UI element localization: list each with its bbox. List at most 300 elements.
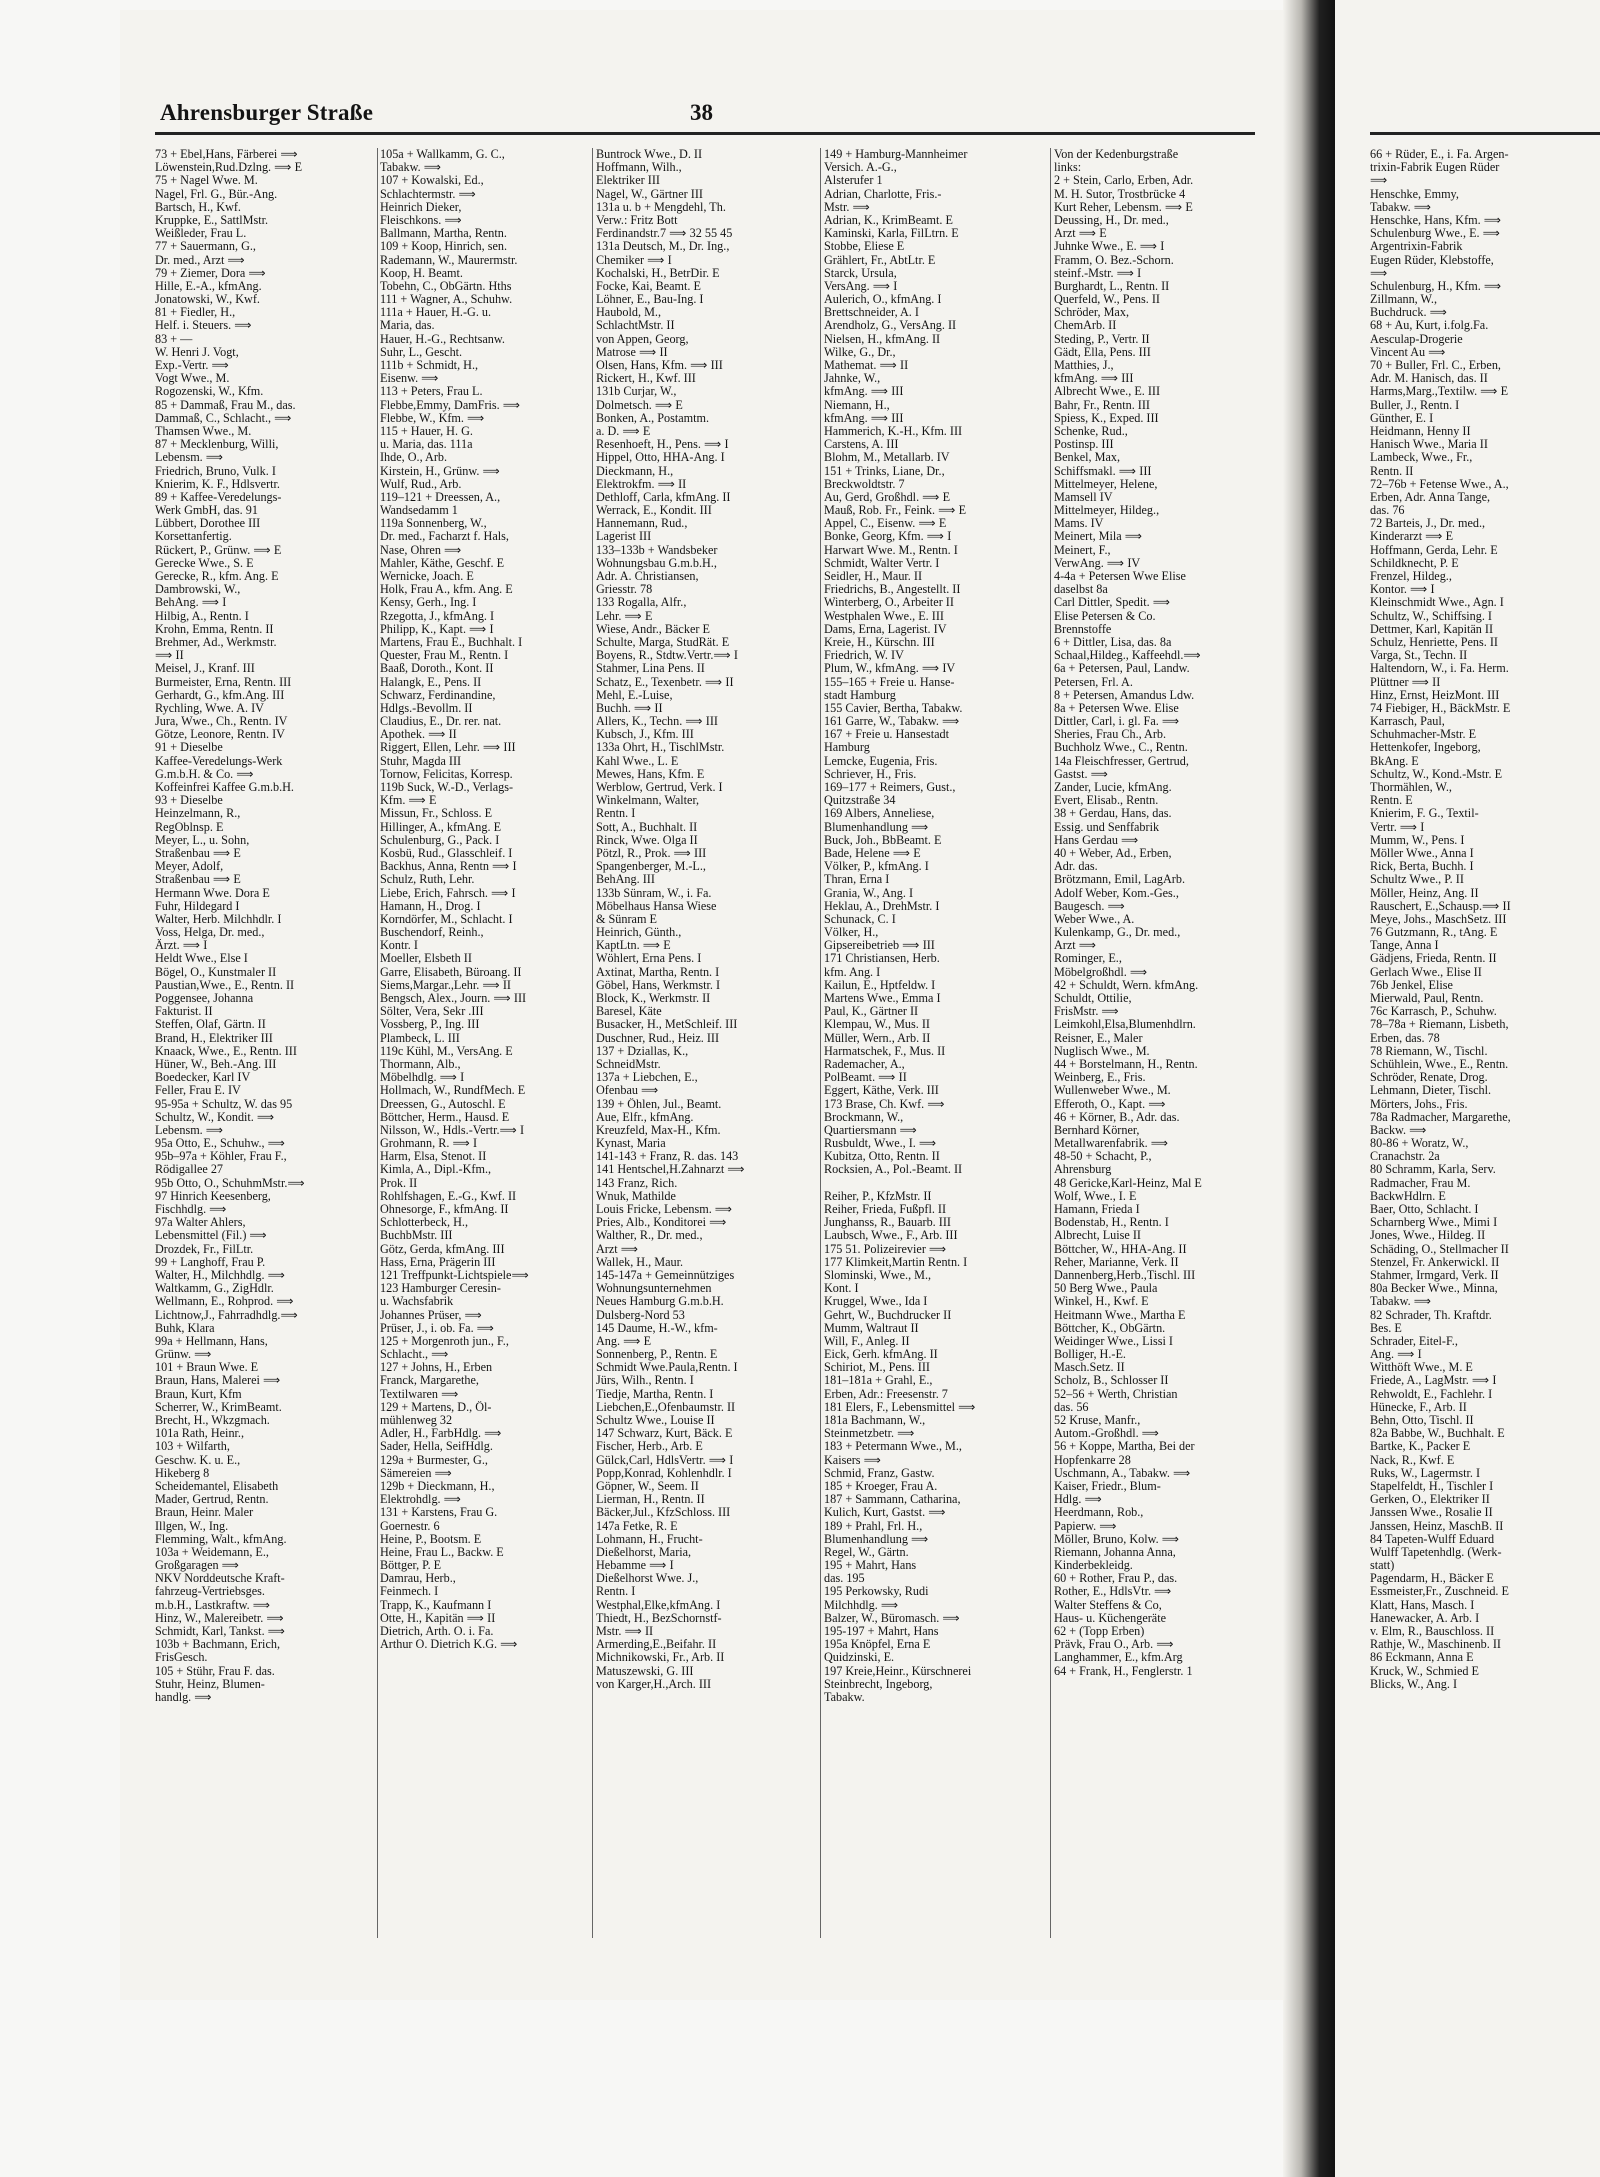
directory-entry-line: 125 + Morgenroth jun., F.,	[380, 1334, 509, 1348]
directory-entry-line: Wulf, Rud., Arb.	[380, 477, 462, 491]
directory-entry-line: Schulz, Ruth, Lehr.	[380, 873, 475, 887]
directory-entry-line: von Karger,H.,Arch. III	[596, 1677, 712, 1691]
directory-entry-line: Schühlein, Wwe., E., Rentn.	[1370, 1057, 1509, 1071]
directory-entry-line: Fleischkons. ⟹	[380, 213, 462, 227]
directory-entry-line: Kubitza, Otto, Rentn. II	[824, 1150, 940, 1164]
directory-entry-line: Klatt, Hans, Masch. I	[1370, 1598, 1475, 1612]
directory-entry-line: Adolf Weber, Kom.-Ges.,	[1054, 886, 1179, 900]
directory-entry-line: Mstr. ⟹ II	[596, 1625, 654, 1638]
directory-entry-line: 183 + Petermann Wwe., M.,	[824, 1440, 962, 1454]
directory-entry-line: Mörters, Johs., Fris.	[1370, 1097, 1468, 1111]
directory-entry-line: Schlachtermstr. ⟹	[380, 187, 476, 201]
directory-entry-line: Pagendarm, H., Bäcker E	[1370, 1572, 1494, 1586]
directory-entry-line: Winterberg, O., Arbeiter II	[824, 596, 954, 610]
directory-entry-line: Geschw. K. u. E.,	[155, 1453, 241, 1467]
directory-entry-line: Gerhardt, G., kfm.Ang. III	[155, 688, 285, 702]
directory-entry-line: 129b + Dieckmann, H.,	[380, 1479, 495, 1493]
directory-entry-line: Nase, Ohren ⟹	[380, 543, 462, 557]
directory-entry-line: Friedrichs, B., Angestellt. II	[824, 583, 961, 597]
directory-entry-line: Stobbe, Eliese E	[824, 240, 905, 254]
directory-entry-line: 161 Garre, W., Tabakw. ⟹	[824, 715, 960, 729]
directory-entry-line: Seidler, H., Maur. II	[824, 570, 923, 583]
directory-entry-line: Möller Wwe., Anna I	[1370, 846, 1474, 860]
directory-entry-line: Mewes, Hans, Kfm. E	[596, 767, 705, 781]
directory-entry-line: Elektrokfm. ⟹ II	[596, 477, 687, 491]
directory-entry-line: 48-50 + Schacht, P.,	[1054, 1150, 1152, 1164]
directory-entry-line: 119c Kühl, M., VersAng. E	[380, 1044, 513, 1058]
directory-entry-line: Kfm. ⟹ E	[380, 794, 437, 808]
directory-entry-line: Eggert, Käthe, Verk. III	[824, 1084, 939, 1098]
directory-entry-line: Ballmann, Martha, Rentn.	[380, 227, 507, 241]
directory-entry-line: Meinert, Mila ⟹	[1054, 530, 1143, 544]
directory-entry-line: Meye, Johs., MaschSetz. III	[1370, 912, 1507, 926]
directory-entry-line: Buschendorf, Reinh.,	[380, 926, 484, 940]
directory-entry-line: Bodenstab, H., Rentn. I	[1054, 1216, 1169, 1230]
directory-entry-line: das. 56	[1054, 1400, 1089, 1414]
directory-entry-line: Schultz, W., Kond.-Mstr. E	[1370, 767, 1503, 781]
directory-entry-line: Slominski, Wwe., M.,	[824, 1268, 932, 1282]
directory-entry-line: Hoffmann, Wilh.,	[596, 161, 682, 175]
directory-entry-line: Weidinger Wwe., Lissi I	[1054, 1334, 1173, 1348]
directory-entry-line: Hermann Wwe. Dora E	[155, 886, 270, 900]
directory-entry-line: Halangk, E., Pens. II	[380, 675, 482, 689]
directory-entry-line: Hanisch Wwe., Maria II	[1370, 438, 1488, 452]
directory-entry-line: Mathemat. ⟹ II	[824, 359, 909, 372]
directory-entry-line: Starck, Ursula,	[824, 266, 897, 280]
directory-entry-line: Boedecker, Karl IV	[155, 1071, 251, 1085]
directory-entry-line: Grohmann, R. ⟹ I	[380, 1137, 478, 1151]
directory-entry-line: Laubsch, Wwe., F., Arb. III	[824, 1229, 958, 1243]
directory-entry-line: Schenke, Rud.,	[1054, 424, 1128, 438]
directory-entry-line: Exp.-Vertr. ⟹	[155, 359, 229, 372]
directory-entry-line: Plüttner ⟹ II	[1370, 675, 1441, 689]
directory-entry-line: 119b Suck, W.-D., Verlags-	[380, 781, 514, 794]
book-gutter	[1283, 0, 1335, 2177]
directory-entry-line: fahrzeug-Vertriebsges.	[155, 1585, 265, 1599]
directory-entry-line: Tabakw.	[824, 1690, 865, 1704]
directory-entry-line: Kurt Reher, Lebensm. ⟹ E	[1054, 200, 1193, 214]
directory-entry-line: Heidmann, Henny II	[1370, 424, 1471, 438]
directory-entry-line: Sonnenberg, P., Rentn. E	[596, 1348, 718, 1362]
directory-entry-line: Martens Wwe., Emma I	[824, 992, 941, 1005]
directory-entry-line: Lichtnow,J., Fahrradhdlg.⟹	[155, 1308, 298, 1322]
directory-entry-line: Plambeck, L. III	[380, 1031, 460, 1045]
directory-entry-line: Appel, C., Eisenw. ⟹ E	[824, 517, 947, 531]
directory-entry-line: Friede, A., LagMstr. ⟹ I	[1370, 1374, 1497, 1388]
directory-entry-line: Kruggel, Wwe., Ida I	[824, 1295, 928, 1309]
directory-entry-line: Duschner, Rud., Heiz. III	[596, 1031, 720, 1045]
directory-entry-line: Gädjens, Frieda, Rentn. II	[1370, 952, 1497, 966]
directory-entry-line: Quidzinski, E.	[824, 1651, 895, 1665]
directory-entry-line: Kleinschmidt Wwe., Agn. I	[1370, 596, 1504, 610]
directory-entry-line: Aue, Elfr., kfmAng.	[596, 1110, 694, 1124]
directory-entry-line: Essig. und Senffabrik	[1054, 820, 1160, 834]
directory-entry-line: 56 + Koppe, Martha, Bei der	[1054, 1440, 1195, 1454]
directory-entry-line: Prok. II	[380, 1176, 418, 1190]
directory-entry-line: Dr. med., Arzt ⟹	[155, 253, 245, 267]
directory-entry-line: Buhk, Klara	[155, 1321, 215, 1335]
directory-entry-line: 6a + Petersen, Paul, Landw.	[1054, 662, 1190, 676]
directory-entry-line: 155 Cavier, Bertha, Tabakw.	[824, 701, 963, 715]
directory-entry-line: Kreuzfeld, Max-H., Kfm.	[596, 1123, 721, 1137]
directory-entry-line: Franck, Margarethe,	[380, 1374, 479, 1388]
address-column-6	[1370, 148, 1600, 1988]
directory-entry-line: 78–78a + Riemann, Lisbeth,	[1370, 1018, 1509, 1032]
header-rule-right	[1370, 132, 1600, 135]
directory-entry-line: Rickert, H., Kwf. III	[596, 372, 696, 386]
directory-entry-line: Schatz, E., Texenbetr. ⟹ II	[596, 675, 734, 689]
directory-entry-line: 50 Berg Wwe., Paula	[1054, 1282, 1158, 1296]
column-divider	[820, 148, 821, 1938]
directory-entry-line: Illgen, W., Ing.	[155, 1519, 229, 1533]
directory-entry-line: Schunack, C. I	[824, 912, 896, 926]
directory-entry-line: Scherrer, W., KrimBeamt.	[155, 1400, 282, 1414]
directory-entry-line: Winkelmann, Walter,	[596, 794, 700, 808]
directory-entry-line: a. D. ⟹ E	[596, 424, 651, 438]
directory-entry-line: Damrau, Herb.,	[380, 1572, 456, 1586]
directory-entry-line: Steinmetzbetr. ⟹	[824, 1427, 915, 1441]
directory-entry-line: Prüser, J., i. ob. Fa. ⟹	[380, 1321, 495, 1335]
directory-entry-line: SchneidMstr.	[596, 1057, 661, 1071]
directory-entry-line: 85 + Dammaß, Frau M., das.	[155, 398, 296, 412]
directory-entry-line: Thiedt, H., BezSchornstf-	[596, 1611, 722, 1625]
directory-entry-line: Lagerist III	[596, 530, 652, 544]
directory-entry-line: Erben, das. 78	[1370, 1031, 1440, 1045]
directory-entry-line: Schriever, H., Fris.	[824, 767, 917, 781]
directory-entry-line: 131 + Karstens, Frau G.	[380, 1506, 498, 1520]
directory-entry-line: Flebbe, W., Kfm. ⟹	[380, 411, 485, 425]
directory-entry-line: m.b.H., Lastkraftw. ⟹	[155, 1598, 271, 1612]
directory-entry-line: Hamburg	[824, 741, 870, 755]
directory-entry-line: mühlenweg 32	[380, 1414, 453, 1427]
directory-entry-line: Jonatowski, W., Kwf.	[155, 293, 260, 307]
directory-entry-line: Lemcke, Eugenia, Fris.	[824, 754, 938, 768]
directory-entry-line: statt)	[1370, 1559, 1395, 1573]
directory-entry-line: Ofenbau ⟹	[596, 1084, 659, 1098]
directory-entry-line: Popp,Konrad, Kohlenhdlr. I	[596, 1466, 732, 1480]
directory-entry-line: 195a Knöpfel, Erna E	[824, 1638, 931, 1652]
directory-entry-line: 87 + Mecklenburg, Willi,	[155, 438, 279, 452]
directory-entry-line: Schmidt Wwe.Paula,Rentn. I	[596, 1361, 738, 1375]
directory-entry-line: Reher, Marianne, Verk. II	[1054, 1255, 1179, 1269]
directory-entry-line: Meyer, Adolf,	[155, 860, 224, 874]
directory-entry-line: Schultz, W., Kondit. ⟹	[155, 1110, 275, 1124]
directory-entry-line: 195-197 + Mahrt, Hans	[824, 1625, 939, 1638]
directory-entry-line: 137a + Liebchen, E.,	[596, 1071, 698, 1085]
directory-entry-line: Brehmer, Ad., Werkmstr.	[155, 635, 277, 649]
directory-entry-line: 6 + Dittler, Lisa, das. 8a	[1054, 635, 1172, 649]
directory-entry-line: Rückert, P., Grünw. ⟹ E	[155, 543, 282, 557]
directory-entry-line: Böttcher, Herm., Hausd. E	[380, 1110, 510, 1124]
directory-entry-line: Wiese, Andr., Bäcker E	[596, 622, 710, 636]
directory-entry-line: Mader, Gertrud, Rentn.	[155, 1493, 269, 1507]
directory-entry-line: Schlotterbeck, H.,	[380, 1216, 468, 1230]
directory-entry-line: Junghanss, R., Bauarb. III	[824, 1216, 951, 1230]
directory-entry-line: Hass, Erna, Prägerin III	[380, 1255, 496, 1269]
directory-entry-line: Tabakw. ⟹	[380, 161, 442, 175]
directory-entry-line: Nielsen, H., kfmAng. II	[824, 332, 941, 346]
directory-entry-line: Lehmann, Dieter, Tischl.	[1370, 1084, 1492, 1098]
directory-entry-line: Von der Kedenburgstraße	[1054, 148, 1179, 161]
directory-entry-line: Scheidemantel, Elisabeth	[155, 1479, 279, 1493]
directory-entry-line: Schlacht., ⟹	[380, 1348, 449, 1362]
directory-entry-line: Schulenburg Wwe., E. ⟹	[1370, 227, 1501, 241]
directory-entry-line: Ahrensburg	[1054, 1163, 1112, 1177]
directory-entry-line: 113 + Peters, Frau L.	[380, 385, 483, 399]
directory-entry-line: Mauß, Rob. Fr., Feink. ⟹ E	[824, 504, 967, 518]
directory-entry-line: Baresel, Käte	[596, 1005, 662, 1019]
directory-entry-line: Hollmach, W., RundfMech. E	[380, 1084, 526, 1098]
directory-entry-line: Fuhr, Hildegard I	[155, 899, 240, 913]
directory-entry-line: G.m.b.H. & Co. ⟹	[155, 767, 254, 781]
directory-entry-line: Dießelhorst, Maria,	[596, 1545, 692, 1559]
directory-entry-line: Lohmann, H., Frucht-	[596, 1532, 703, 1546]
directory-entry-line: Möller, Bruno, Kolw. ⟹	[1054, 1532, 1180, 1546]
directory-entry-line: Adrian, K., KrimBeamt. E	[824, 213, 953, 227]
directory-entry-line: Hebamme ⟹ I	[596, 1559, 674, 1573]
directory-entry-line: 121 Treffpunkt-Lichtspiele⟹	[380, 1268, 529, 1282]
directory-entry-line: 147 Schwarz, Kurt, Bäck. E	[596, 1427, 733, 1441]
directory-entry-line: Elise Petersen & Co.	[1054, 609, 1156, 623]
directory-entry-line: Elektriker III	[596, 174, 660, 188]
directory-entry-line: Grünw. ⟹	[155, 1348, 212, 1362]
directory-entry-line: 82 Schrader, Th. Kraftdr.	[1370, 1308, 1492, 1322]
directory-entry-line: Dr. med., Facharzt f. Hals,	[380, 530, 509, 544]
directory-entry-line: Tabakw. ⟹	[1370, 1295, 1432, 1309]
directory-entry-line: Löwenstein,Rud.Dzlng. ⟹ E	[155, 161, 303, 175]
directory-entry-line: Lebensm. ⟹	[155, 1123, 224, 1137]
directory-entry-line: Garre, Elisabeth, Büroang. II	[380, 965, 522, 979]
directory-entry-line: Böttger, P. E	[380, 1559, 442, 1573]
directory-entry-line: Möbelhaus Hansa Wiese	[596, 899, 717, 913]
directory-entry-line: Ihde, O., Arb.	[380, 451, 448, 465]
directory-entry-line: Backw. ⟹	[1370, 1123, 1427, 1137]
directory-entry-line: 75 + Nagel Wwe. M.	[155, 174, 258, 188]
directory-entry-line: Boyens, R., Stdtw.Vertr.⟹ I	[596, 649, 738, 663]
directory-entry-line: Matthies, J.,	[1054, 359, 1114, 372]
directory-entry-line: Sämereien ⟹	[380, 1466, 452, 1480]
address-column-2	[380, 148, 588, 1988]
directory-entry-line: Harwart Wwe. M., Rentn. I	[824, 543, 958, 557]
directory-entry-line: Hamann, Frieda I	[1054, 1203, 1140, 1216]
directory-entry-line: Jahnke, W.,	[824, 372, 881, 386]
directory-entry-line: Kochalski, H., BetrDir. E	[596, 266, 720, 280]
directory-entry-line: Maria, das.	[380, 319, 435, 333]
directory-entry-line: Blumenhandlung ⟹	[824, 1532, 929, 1546]
directory-entry-line: Elektrohdlg. ⟹	[380, 1493, 462, 1507]
directory-entry-line: Stuhr, Magda III	[380, 754, 462, 768]
directory-entry-line: Aulerich, O., kfmAng. I	[824, 293, 942, 307]
directory-entry-line: 133 Rogalla, Alfr.,	[596, 596, 687, 610]
directory-entry-line: Dettmer, Karl, Kapitän II	[1370, 622, 1494, 636]
directory-entry-line: Mams. IV	[1054, 517, 1104, 531]
directory-entry-line: Knierim, K. F., Hdlsvertr.	[155, 477, 280, 491]
directory-entry-line: Kirstein, H., Grünw. ⟹	[380, 464, 500, 478]
directory-entry-line: Buchh. ⟹ II	[596, 701, 663, 715]
directory-entry-line: Sott, A., Buchhalt. II	[596, 820, 698, 834]
directory-entry-line: Stuhr, Heinz, Blumen-	[155, 1677, 265, 1691]
directory-entry-line: Breckwoldtstr. 7	[824, 477, 905, 491]
directory-entry-line: Michnikowski, Fr., Arb. II	[596, 1651, 725, 1665]
directory-entry-line: Rehwoldt, E., Fachlehr. I	[1370, 1387, 1493, 1401]
directory-entry-line: Schäding, O., Stellmacher II	[1370, 1242, 1509, 1256]
directory-entry-line: kfmAng. ⟹ III	[824, 411, 904, 425]
column-divider	[592, 148, 593, 1938]
directory-entry-line: Wohnungsunternehmen	[596, 1282, 712, 1296]
directory-entry-line: Gerecke, R., kfm. Ang. E	[155, 570, 279, 583]
directory-entry-line: Schwarz, Ferdinandine,	[380, 688, 496, 702]
directory-entry-line: Wandsedamm 1	[380, 504, 458, 518]
directory-entry-line: Kont. I	[824, 1282, 859, 1296]
directory-entry-line: Rademacher, A.,	[824, 1057, 905, 1071]
directory-entry-line: Janssen Wwe., Rosalie II	[1370, 1506, 1493, 1520]
directory-entry-line: Rogozenski, W., Kfm.	[155, 385, 264, 399]
directory-entry-line: 91 + Dieselbe	[155, 741, 223, 755]
directory-entry-line: Petersen, Frl. A.	[1054, 675, 1133, 689]
address-column-3	[596, 148, 820, 1988]
directory-entry-line: Schulz, Henriette, Pens. II	[1370, 635, 1498, 649]
directory-entry-line: Ärzt. ⟹ I	[155, 939, 208, 953]
directory-entry-line: Kontor. ⟹ I	[1370, 583, 1435, 597]
directory-entry-line: 119a Sonnenberg, W.,	[380, 517, 487, 531]
directory-entry-line: Bolliger, H.-E.	[1054, 1348, 1126, 1362]
directory-entry-line: Varga, St., Techn. II	[1370, 649, 1468, 663]
directory-entry-line: Kaisers ⟹	[824, 1453, 882, 1467]
directory-entry-line: 14a Fleischfresser, Gertrud,	[1054, 754, 1189, 768]
directory-entry-line: Tange, Anna I	[1370, 939, 1439, 953]
directory-entry-line: Liebchen,E.,Ofenbaumstr. II	[596, 1400, 736, 1414]
directory-entry-line: Carl Dittler, Spedit. ⟹	[1054, 596, 1171, 610]
directory-entry-line: 95b–97a + Köhler, Frau F.,	[155, 1150, 287, 1164]
directory-entry-line: Korsettanfertig.	[155, 530, 232, 544]
directory-entry-line: 177 Klimkeit,Martin Rentn. I	[824, 1255, 968, 1269]
directory-entry-line: Völker, H.,	[824, 926, 879, 940]
directory-entry-line: Tornow, Felicitas, Korresp.	[380, 767, 513, 781]
directory-entry-line: & Sünram E	[596, 912, 657, 926]
directory-entry-line: Gerken, O., Elektriker II	[1370, 1493, 1490, 1507]
directory-entry-line: 99 + Langhoff, Frau P.	[155, 1255, 266, 1269]
directory-entry-line: das. 195	[824, 1572, 865, 1586]
directory-entry-line: PolBeamt. ⟹ II	[824, 1071, 907, 1085]
directory-entry-line: Hikeberg 8	[155, 1466, 210, 1480]
directory-entry-line: Scholz, B., Schlosser II	[1054, 1374, 1169, 1388]
directory-entry-line: Rentn. II	[1370, 464, 1414, 478]
directory-entry-line: 99a + Hellmann, Hans,	[155, 1334, 268, 1348]
directory-entry-line: 123 Hamburger Ceresin-	[380, 1282, 501, 1296]
directory-entry-line: Baugesch. ⟹	[1054, 899, 1125, 913]
directory-entry-line: trixin-Fabrik Eugen Rüder	[1370, 161, 1500, 175]
directory-entry-line: Hettenkofer, Ingeborg,	[1370, 741, 1481, 755]
directory-entry-line: Martens, Frau E., Buchhalt. I	[380, 635, 523, 649]
directory-entry-line: Ang. ⟹ E	[596, 1334, 652, 1348]
page-header-street: Ahrensburger Straße	[160, 100, 374, 125]
directory-entry-line: Werblow, Gertrud, Verk. I	[596, 781, 723, 794]
directory-entry-line: Heinrich, Günth.,	[596, 926, 682, 940]
directory-entry-line: Rychling, Wwe. A. IV	[155, 701, 264, 715]
directory-entry-line: Scharnberg Wwe., Mimi I	[1370, 1216, 1498, 1230]
directory-entry-line: Spangenberger, M.-L.,	[596, 860, 706, 874]
directory-entry-line: 101a Rath, Heinr.,	[155, 1427, 245, 1441]
directory-entry-line: Quartiersmann ⟹	[824, 1123, 917, 1137]
directory-entry-line: Henschke, Hans, Kfm. ⟹	[1370, 213, 1502, 227]
directory-entry-line: Rusbuldt, Wwe., I. ⟹	[824, 1137, 937, 1151]
directory-entry-line: Walter Steffens & Co,	[1054, 1598, 1162, 1612]
directory-entry-line: Benkel, Max,	[1054, 451, 1121, 465]
directory-entry-line: Gerecke Wwe., S. E	[155, 556, 254, 570]
directory-entry-line: 195 Perkowsky, Rudi	[824, 1585, 929, 1599]
directory-entry-line: Arzt ⟹	[1054, 939, 1097, 953]
directory-entry-line: stadt Hamburg	[824, 688, 896, 702]
directory-entry-line: Dulsberg-Nord 53	[596, 1308, 685, 1322]
directory-entry-line: u. Maria, das. 111a	[380, 438, 473, 452]
directory-entry-line: Weißleder, Frau L.	[155, 227, 247, 241]
directory-entry-line: Radmacher, Frau M.	[1370, 1176, 1471, 1190]
directory-entry-line: Grania, W., Ang. I	[824, 886, 914, 900]
directory-entry-line: Bonken, A., Postamtm.	[596, 411, 710, 425]
directory-entry-line: Henschke, Emmy,	[1370, 187, 1459, 201]
directory-entry-line: Mahler, Käthe, Geschf. E	[380, 556, 505, 570]
directory-entry-line: Kubsch, J., Kfm. III	[596, 728, 694, 742]
directory-entry-line: kfmAng. ⟹ III	[824, 385, 904, 399]
directory-entry-line: 74 Fiebiger, H., BäckMstr. E	[1370, 701, 1511, 715]
directory-entry-line: Sölter, Vera, Sekr .III	[380, 1005, 484, 1019]
directory-entry-line: Thran, Erna I	[824, 873, 890, 887]
directory-entry-line: Rother, E., HdlsVtr. ⟹	[1054, 1585, 1172, 1599]
directory-entry-line: Brötzmann, Emil, LagArb.	[1054, 873, 1185, 887]
directory-entry-line: Griesstr. 78	[596, 583, 653, 597]
directory-entry-line: Harms,Marg.,Textilw. ⟹ E	[1370, 385, 1509, 399]
directory-entry-line: Burmeister, Erna, Rentn. III	[155, 675, 292, 689]
directory-entry-line: Müller, Wern., Arb. II	[824, 1031, 931, 1045]
directory-entry-line: 133a Ohrt, H., TischlMstr.	[596, 741, 725, 755]
directory-entry-line: Hünecke, F., Arb. II	[1370, 1400, 1467, 1414]
directory-entry-line: 131b Curjar, W.,	[596, 385, 677, 399]
directory-entry-line: Bögel, O., Kunstmaler II	[155, 965, 277, 979]
directory-entry-line: Bartsch, H., Kwf.	[155, 200, 241, 214]
directory-entry-line: Erben, Adr. Anna Tange,	[1370, 490, 1491, 504]
directory-entry-line: 169–177 + Reimers, Gust.,	[824, 781, 956, 794]
directory-entry-line: 167 + Freie u. Hansestadt	[824, 728, 949, 742]
directory-entry-line: 181a Bachmann, W.,	[824, 1414, 926, 1427]
directory-entry-line: Kontr. I	[380, 939, 418, 953]
directory-entry-line: Steding, P., Vertr. II	[1054, 332, 1150, 346]
directory-entry-line: Jones, Wwe., Hildeg. II	[1370, 1229, 1486, 1243]
directory-entry-line: Heinrich Dieker,	[380, 200, 462, 214]
directory-entry-line: Lehr. ⟹ E	[596, 609, 653, 623]
directory-entry-line: Framm, O. Bez.-Schorn.	[1054, 253, 1174, 267]
directory-entry-line: Evert, Elisab., Rentn.	[1054, 794, 1159, 808]
directory-entry-line: Friedrich, W. IV	[824, 649, 904, 663]
directory-entry-line: Kinderarzt ⟹ E	[1370, 530, 1454, 544]
directory-entry-line: Fakturist. II	[155, 1005, 213, 1019]
directory-entry-line: Winkel, H., Kwf. E	[1054, 1295, 1149, 1309]
directory-entry-line: Lambeck, Wwe., Fr.,	[1370, 451, 1473, 465]
directory-entry-line: Bade, Helene ⟹ E	[824, 846, 921, 860]
directory-entry-line: 111a + Hauer, H.-G. u.	[380, 306, 492, 320]
directory-entry-line: Heinzelmann, R.,	[155, 807, 241, 821]
directory-entry-line: 129a + Burmester, G.,	[380, 1453, 488, 1467]
directory-entry-line: Will, F., Anleg. II	[824, 1334, 910, 1348]
directory-entry-line: Dießelhorst Wwe. J.,	[596, 1572, 699, 1586]
directory-entry-line: Böttcher, W., HHA-Ang. II	[1054, 1242, 1187, 1256]
directory-entry-line: Axtinat, Martha, Rentn. I	[596, 965, 720, 979]
directory-entry-line: 139 + Öhlen, Jul., Beamt.	[596, 1097, 722, 1111]
directory-entry-line: Sheries, Frau Ch., Arb.	[1054, 728, 1167, 742]
directory-entry-line: 48 Gericke,Karl-Heinz, Mal E	[1054, 1176, 1202, 1190]
directory-entry-line: Leimkohl,Elsa,Blumenhdlrn.	[1054, 1018, 1196, 1032]
directory-entry-line: 82a Babbe, W., Buchhalt. E	[1370, 1427, 1505, 1441]
directory-entry-line: Schultz, W., Schiffsing. I	[1370, 609, 1492, 623]
